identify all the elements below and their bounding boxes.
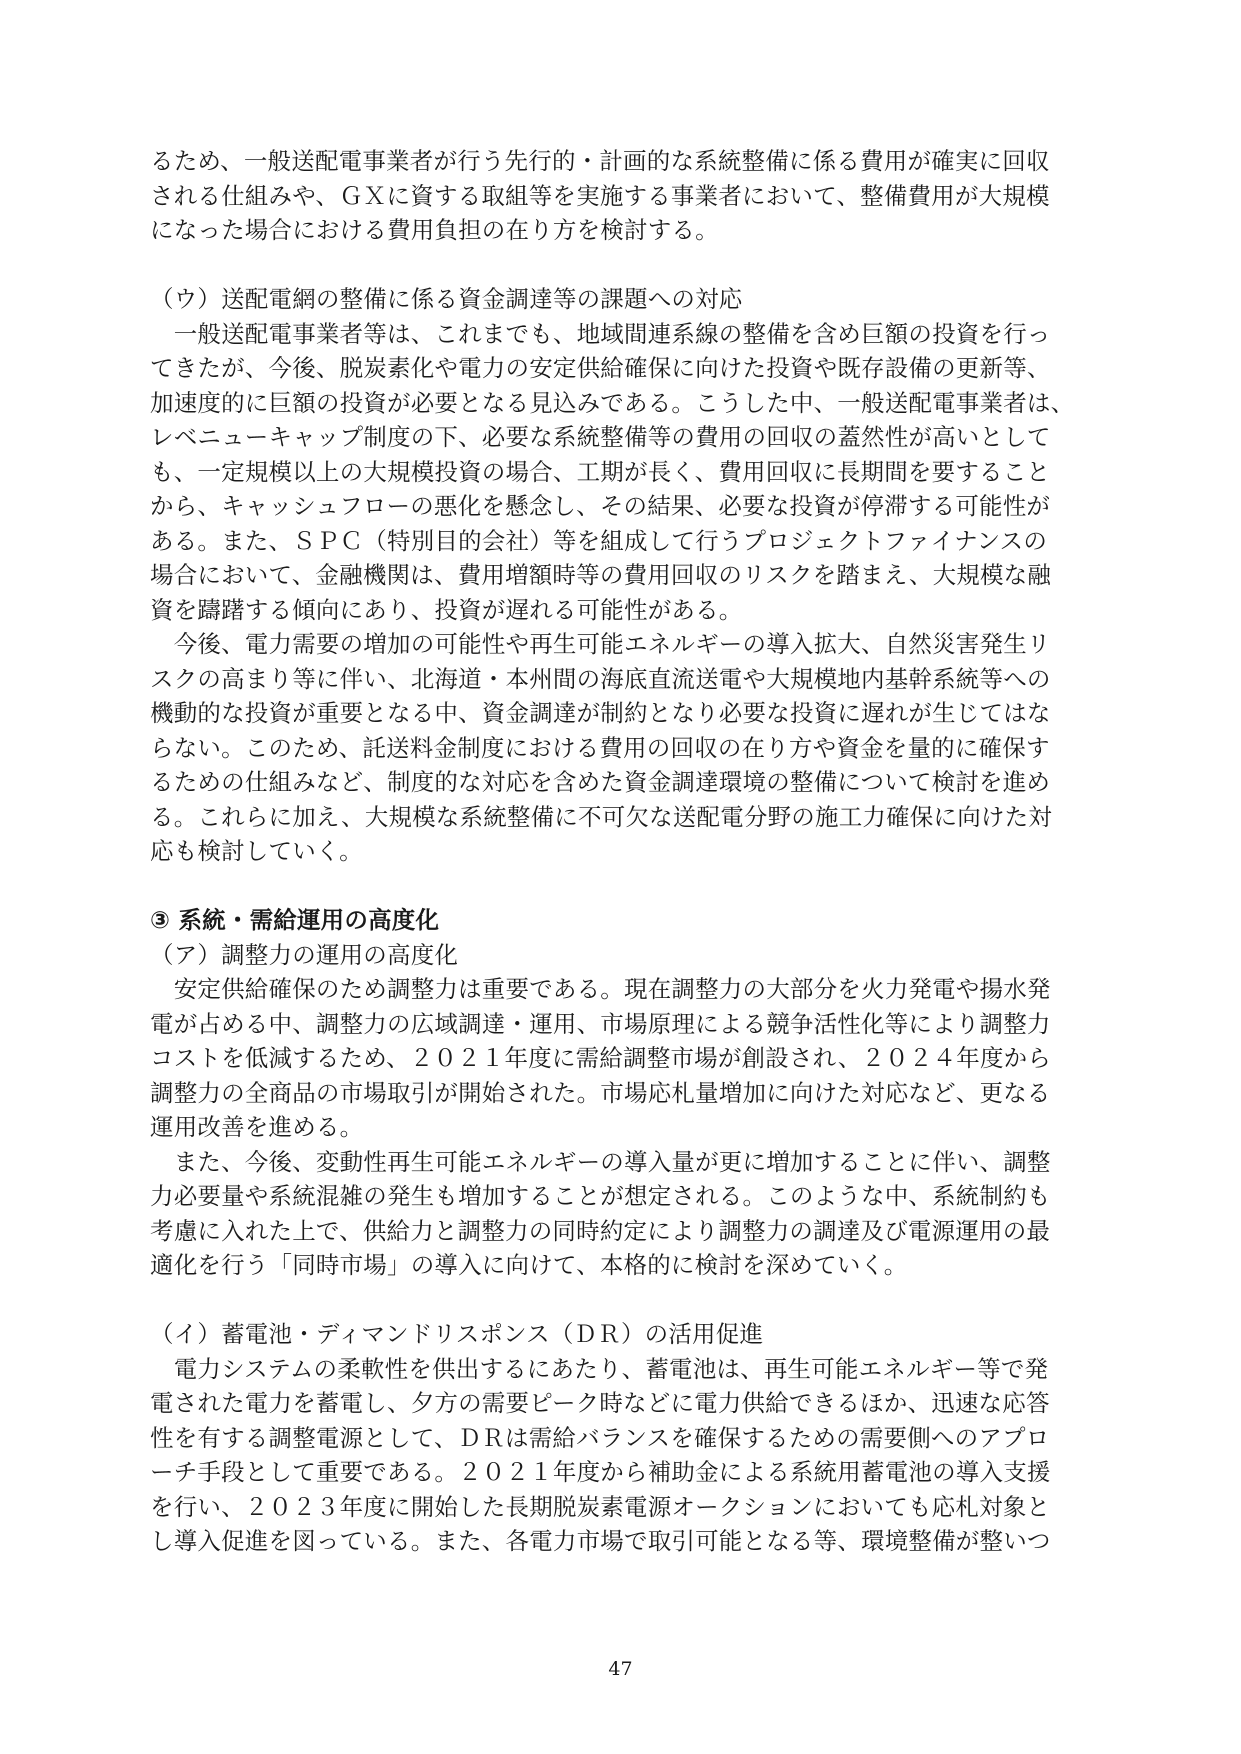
spacer: [150, 1283, 1096, 1318]
text-line: し導入促進を図っている。また、各電力市場で取引可能となる等、環境整備が整いつ: [150, 1527, 1051, 1555]
sub-a-heading: （ア）調整力の運用の高度化: [150, 940, 459, 969]
document-body: [150, 144, 1096, 1559]
text-line: になった場合における費用負担の在り方を検討する。: [150, 216, 719, 244]
text-line: ーチ手段として重要である。２０２１年度から補助金による系統用蓄電池の導入支援: [150, 1458, 1051, 1486]
section-3: [150, 903, 1096, 1559]
section-3-heading: ③ 系統・需給運用の高度化: [150, 906, 440, 934]
sub-a-paragraph-2: [150, 1145, 1096, 1283]
text-line: 一般送配電事業者等は、これまでも、地域間連系線の整備を含め巨額の投資を行っ: [150, 319, 1051, 348]
text-line: 加速度的に巨額の投資が必要となる見込みである。こうした中、一般送配電事業者は、: [150, 388, 1075, 417]
text-line: コストを低減するため、２０２１年度に需給調整市場が創設され、２０２４年度から: [150, 1044, 1052, 1072]
text-line: 電された電力を蓄電し、夕方の需要ピーク時などに電力供給できるほか、迅速な応答: [150, 1389, 1050, 1417]
text-line: てきたが、今後、脱炭素化や電力の安定供給確保に向けた投資や既存設備の更新等、: [150, 354, 1051, 382]
sub-i-paragraph-1: [150, 1352, 1096, 1559]
text-line: るための仕組みなど、制度的な対応を含めた資金調達環境の整備について検討を進め: [150, 768, 1051, 796]
intro-paragraph: [150, 144, 1096, 248]
text-line: 応も検討していく。: [150, 837, 363, 865]
spacer: [150, 248, 1096, 283]
section-u-heading: （ウ）送配電網の整備に係る資金調達等の課題への対応: [150, 285, 743, 313]
text-line: される仕組みや、ＧＸに資する取組等を実施する事業者において、整備費用が大規模: [150, 181, 1050, 210]
text-line: 運用改善を進める。: [150, 1113, 364, 1141]
section-3-sub-i: [150, 1317, 1096, 1559]
text-line: 場合において、金融機関は、費用増額時等の費用回収のリスクを踏まえ、大規模な融: [150, 561, 1052, 589]
text-line: らない。このため、託送料金制度における費用の回収の在り方や資金を量的に確保す: [150, 733, 1050, 762]
text-line: も、一定規模以上の大規模投資の場合、工期が長く、費用回収に長期間を要すること: [150, 457, 1051, 486]
text-line: 調整力の全商品の市場取引が開始された。市場応札量増加に向けた対応など、更なる: [150, 1078, 1051, 1107]
text-line: 機動的な投資が重要となる中、資金調達が制約となり必要な投資に遅れが生じてはな: [150, 699, 1051, 727]
text-line: ある。また、ＳＰＣ（特別目的会社）等を組成して行うプロジェクトファイナンスの: [150, 526, 1048, 555]
sub-a-paragraph-1: [150, 972, 1096, 1145]
text-line: 適化を行う「同時市場」の導入に向けて、本格的に検討を深めていく。: [150, 1251, 908, 1279]
section-u: [150, 282, 1096, 869]
section-u-paragraph-1: [150, 317, 1096, 628]
text-line: る。これらに加え、大規模な系統整備に不可欠な送配電分野の施工力確保に向けた対: [150, 802, 1053, 831]
text-line: 電が占める中、調整力の広域調達・運用、市場原理による競争活性化等により調整力: [150, 1009, 1051, 1038]
text-line: 力必要量や系統混雑の発生も増加することが想定される。このような中、系統制約も: [150, 1182, 1051, 1210]
sub-i-heading: （イ）蓄電池・ディマンドリスポンス（ＤＲ）の活用促進: [150, 1320, 764, 1348]
text-line: 性を有する調整電源として、ＤＲは需給バランスを確保するための需要側へのアプロ: [150, 1423, 1050, 1452]
page-number: 47: [608, 1658, 633, 1680]
section-3-sub-a: [150, 938, 1096, 1283]
text-line: を行い、２０２３年度に開始した長期脱炭素電源オークションにおいても応札対象と: [150, 1492, 1051, 1521]
text-line: 電力システムの柔軟性を供出するにあたり、蓄電池は、再生可能エネルギー等で発: [150, 1354, 1049, 1383]
section-u-paragraph-2: [150, 627, 1096, 869]
text-line: また、今後、変動性再生可能エネルギーの導入量が更に増加することに伴い、調整: [150, 1147, 1051, 1176]
text-line: 今後、電力需要の増加の可能性や再生可能エネルギーの導入拡大、自然災害発生リ: [150, 630, 1051, 658]
text-line: 安定供給確保のため調整力は重要である。現在調整力の大部分を火力発電や揚水発: [150, 975, 1051, 1003]
text-line: るため、一般送配電事業者が行う先行的・計画的な系統整備に係る費用が確実に回収: [150, 147, 1050, 175]
text-line: 考慮に入れた上で、供給力と調整力の同時約定により調整力の調達及び電源運用の最: [150, 1216, 1051, 1245]
text-line: レベニューキャップ制度の下、必要な系統整備等の費用の回収の蓋然性が高いとして: [150, 423, 1051, 451]
text-line: 資を躊躇する傾向にあり、投資が遅れる可能性がある。: [150, 595, 743, 624]
spacer: [150, 869, 1096, 904]
text-line: スクの高まり等に伴い、北海道・本州間の海底直流送電や大規模地内基幹系統等への: [150, 664, 1051, 693]
text-line: から、キャッシュフローの悪化を懸念し、その結果、必要な投資が停滞する可能性が: [150, 492, 1051, 520]
